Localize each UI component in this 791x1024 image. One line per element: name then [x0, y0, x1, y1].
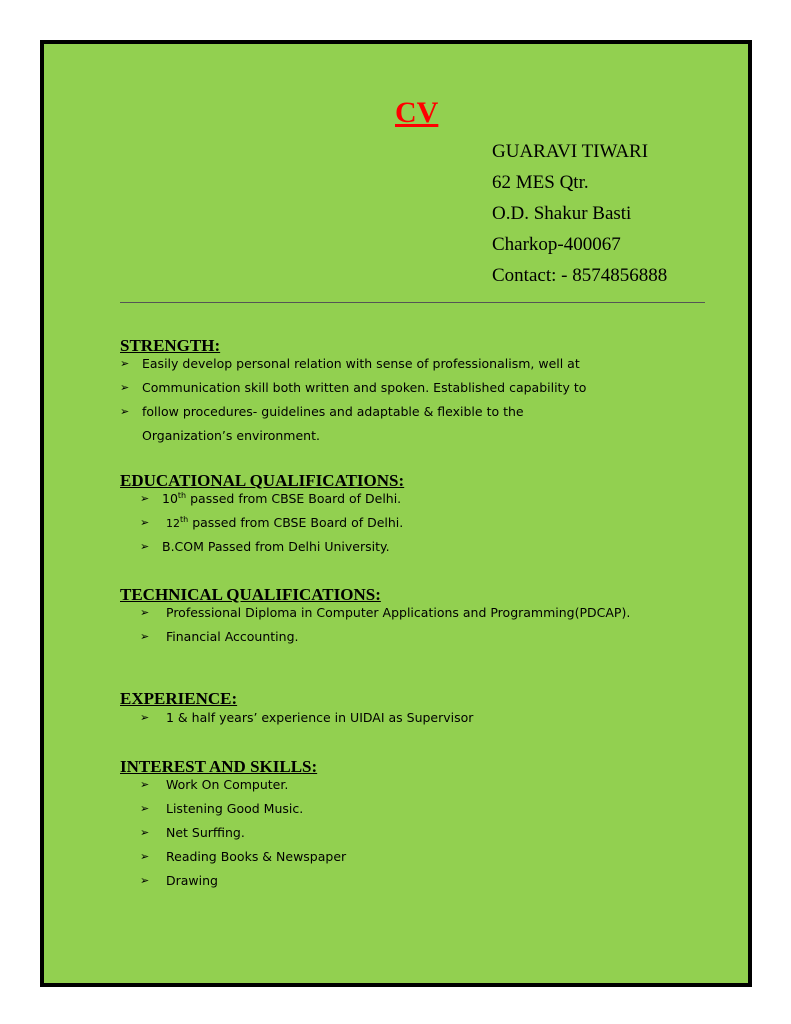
arrow-bullet-icon: ➢ [140, 516, 150, 529]
cv-title: CV [395, 96, 439, 129]
experience-heading: EXPERIENCE: [120, 689, 238, 708]
arrow-bullet-icon: ➢ [140, 802, 150, 815]
list-item: ➢ Drawing [140, 869, 346, 893]
arrow-bullet-icon: ➢ [140, 630, 150, 643]
arrow-bullet-icon: ➢ [140, 540, 150, 553]
strength-heading: STRENGTH: [120, 336, 221, 355]
arrow-bullet-icon: ➢ [140, 850, 150, 863]
interests-list [140, 773, 346, 893]
interests-heading: INTEREST AND SKILLS: [120, 757, 318, 776]
technical-heading: TECHNICAL QUALIFICATIONS: [120, 585, 381, 604]
arrow-bullet-icon: ➢ [140, 826, 150, 839]
list-item: ➢ Easily develop personal relation with sense of professionalism, well at [120, 352, 586, 376]
list-item: ➢ 10th passed from CBSE Board of Delhi. [140, 487, 403, 511]
list-item-continuation: Organization’s environment. [142, 428, 320, 443]
list-item: ➢ Financial Accounting. [140, 625, 630, 649]
list-item: ➢ Reading Books & Newspaper [140, 845, 346, 869]
separator-line [120, 302, 705, 303]
arrow-bullet-icon: ➢ [140, 778, 150, 791]
list-item: ➢ B.COM Passed from Delhi University. [140, 535, 403, 559]
arrow-bullet-icon: ➢ [140, 874, 150, 887]
list-item: ➢ follow procedures- guidelines and adaptable & flexible to the [120, 400, 586, 424]
list-item: ➢ 12th passed from CBSE Board of Delhi. [140, 511, 403, 535]
education-list [140, 487, 403, 559]
arrow-bullet-icon: ➢ [120, 357, 130, 370]
list-item: ➢ Listening Good Music. [140, 797, 346, 821]
address-line-1: 62 MES Qtr. [492, 172, 589, 193]
arrow-bullet-icon: ➢ [140, 606, 150, 619]
address-line-2: O.D. Shakur Basti [492, 203, 632, 224]
arrow-bullet-icon: ➢ [120, 381, 130, 394]
list-item: ➢ Net Surffing. [140, 821, 346, 845]
strength-list [120, 352, 586, 448]
name-line: GUARAVI TIWARI [492, 141, 649, 162]
arrow-bullet-icon: ➢ [120, 405, 130, 418]
cv-page [40, 40, 752, 987]
address-line-3: Charkop-400067 [492, 234, 621, 255]
arrow-bullet-icon: ➢ [140, 711, 150, 724]
technical-list [140, 601, 630, 649]
experience-list [140, 706, 473, 730]
list-item: ➢ 1 & half years’ experience in UIDAI as Supervisor [140, 706, 473, 730]
list-item: ➢ Work On Computer. [140, 773, 346, 797]
list-item: ➢ Communication skill both written and spoken. Established capability to [120, 376, 586, 400]
education-heading: EDUCATIONAL QUALIFICATIONS: [120, 471, 405, 490]
address-block [492, 136, 667, 291]
arrow-bullet-icon: ➢ [140, 492, 150, 505]
list-item: ➢ Professional Diploma in Computer Applications and Programming(PDCAP). [140, 601, 630, 625]
contact-line: Contact: - 8574856888 [492, 265, 668, 286]
